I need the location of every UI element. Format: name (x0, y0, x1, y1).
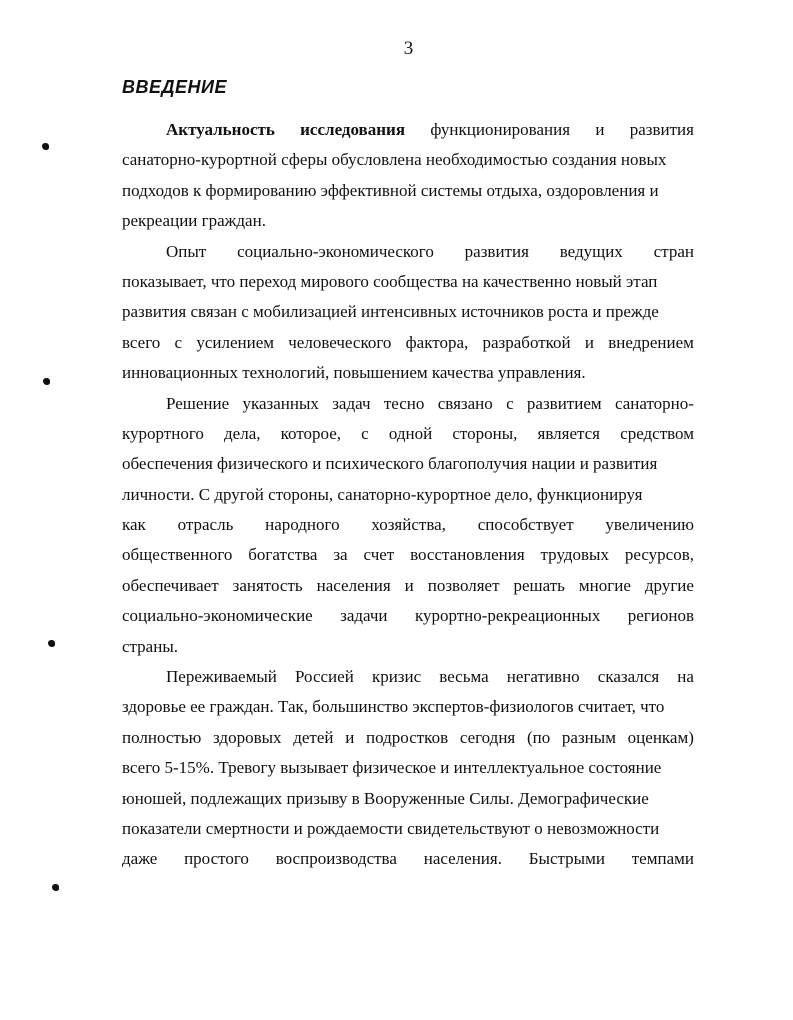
text-line (122, 328, 694, 358)
word: которое, (280, 423, 342, 443)
word: ресурсов, (624, 545, 694, 565)
word: и (584, 332, 595, 352)
paragraph (122, 662, 694, 875)
text-line (122, 267, 694, 297)
text-line (122, 145, 694, 175)
word: трудовых (540, 545, 609, 565)
word: одной (388, 423, 433, 443)
text-line (122, 753, 694, 783)
word: с (506, 393, 514, 413)
paragraph (122, 237, 694, 389)
word: всего 5-15%. Тревогу вызывает физическое и интеллектуальное состояние (122, 758, 662, 778)
word: весьма (439, 667, 489, 687)
text-line (122, 480, 694, 510)
word: отрасль (177, 515, 234, 535)
text-line (122, 844, 694, 874)
word: и (345, 727, 355, 747)
word: счет (363, 545, 395, 565)
word: всего (122, 332, 161, 352)
word: как (122, 515, 146, 535)
word: фактора, (405, 332, 469, 352)
word: дела, (224, 423, 261, 443)
word: даже (122, 849, 158, 869)
word: санаторно-курортной сферы обусловлена необходимостью создания новых (122, 150, 667, 170)
word: с (174, 332, 183, 352)
word: страны. (122, 636, 178, 656)
text-line (122, 115, 694, 145)
word: Опыт (166, 241, 207, 261)
word: общественного (122, 545, 233, 565)
word: другие (644, 575, 694, 595)
word: восстановления (410, 545, 525, 565)
word: подростков (366, 727, 449, 747)
word: Россией (295, 667, 354, 687)
scan-mark (48, 640, 55, 647)
word: позволяет (427, 575, 500, 595)
word: воспроизводства (275, 849, 397, 869)
word: развития (464, 241, 529, 261)
section-heading: ВВЕДЕНИЕ (122, 77, 227, 97)
word: социально-экономические (122, 606, 313, 626)
word: усилением (196, 332, 274, 352)
word: является (537, 423, 601, 443)
word: задачи (340, 606, 388, 626)
word: исследования (300, 120, 406, 139)
word: полностью (122, 727, 202, 747)
word: показывает, что переход мирового сообщества на качественно новый этап (122, 271, 658, 291)
word: многие (578, 575, 631, 595)
word: здоровых (213, 727, 282, 747)
text-line (122, 206, 694, 236)
text-line (122, 601, 694, 631)
word: развития связан с мобилизацией интенсивных источников роста и прежде (122, 302, 659, 322)
page-number: 3 (403, 38, 414, 59)
word: подходов к формированию эффективной системы отдыха, оздоровления и (122, 180, 659, 200)
word: обеспечения физического и психического благополучия нации и развития (122, 454, 658, 474)
word: занятость (232, 575, 303, 595)
word: обеспечивает (122, 575, 219, 595)
word: народного (265, 515, 340, 535)
word: инновационных технологий, повышением качества управления. (122, 363, 586, 383)
text-line (122, 358, 694, 388)
text-line (122, 571, 694, 601)
word: тесно (383, 393, 425, 413)
word: санаторно- (614, 393, 694, 413)
word: ведущих (559, 241, 623, 261)
word: стран (653, 241, 694, 261)
word: кризис (371, 667, 422, 687)
text-line (122, 662, 694, 692)
word: внедрением (608, 332, 694, 352)
word: населения (316, 575, 391, 595)
word: сегодня (459, 727, 516, 747)
word: связано (437, 393, 493, 413)
text-line (122, 449, 694, 479)
word: функционирования (430, 120, 571, 139)
word: рекреации граждан. (122, 211, 266, 231)
word: регионов (627, 606, 694, 626)
word: разработкой (482, 332, 571, 352)
word: хозяйства, (371, 515, 446, 535)
scan-mark (42, 143, 49, 150)
scan-mark (52, 884, 59, 891)
word: оценкам) (627, 727, 694, 747)
word: за (333, 545, 348, 565)
word: юношей, подлежащих призыву в Вооруженные Силы. Демографические (122, 788, 649, 808)
word: стороны, (452, 423, 518, 443)
word: Быстрыми (528, 849, 605, 869)
word: Решение (166, 393, 230, 413)
text-line (122, 510, 694, 540)
word: показатели смертности и рождаемости свидетельствуют о невозможности (122, 818, 660, 838)
word: курортно-рекреационных (414, 606, 601, 626)
word: средством (620, 423, 694, 443)
paragraph (122, 389, 694, 663)
text-line (122, 723, 694, 753)
paragraph (122, 115, 694, 237)
text-line (122, 692, 694, 722)
text-line (122, 814, 694, 844)
word: темпами (631, 849, 694, 869)
word: детей (293, 727, 334, 747)
text-line (122, 419, 694, 449)
word: и (404, 575, 414, 595)
word: сказался (597, 667, 660, 687)
word: увеличению (605, 515, 694, 535)
word: указанных (242, 393, 319, 413)
word: развития (629, 120, 694, 139)
word: (по (526, 727, 551, 747)
word: негативно (506, 667, 580, 687)
text-line (122, 389, 694, 419)
text-line (122, 632, 694, 662)
text-line (122, 540, 694, 570)
word: населения. (423, 849, 502, 869)
word: здоровье ее граждан. Так, большинство экспертов-физиологов считает, что (122, 697, 665, 717)
scan-mark (43, 378, 50, 385)
body-text (122, 115, 694, 875)
word: с (361, 423, 369, 443)
word: личности. С другой стороны, санаторно-курортное дело, функционируя (122, 484, 643, 504)
word: курортного (122, 423, 204, 443)
word: способствует (477, 515, 574, 535)
text-line (122, 784, 694, 814)
text-line (122, 297, 694, 327)
word: задач (332, 393, 371, 413)
word: простого (184, 849, 249, 869)
word: Актуальность (166, 120, 275, 139)
text-line (122, 237, 694, 267)
word: богатства (248, 545, 318, 565)
word: и (595, 120, 605, 139)
text-line (122, 176, 694, 206)
word: социально-экономического (237, 241, 434, 261)
word: развитием (526, 393, 602, 413)
word: разным (561, 727, 616, 747)
word: человеческого (288, 332, 392, 352)
word: Переживаемый (166, 667, 277, 687)
word: решать (513, 575, 565, 595)
word: на (677, 667, 694, 687)
